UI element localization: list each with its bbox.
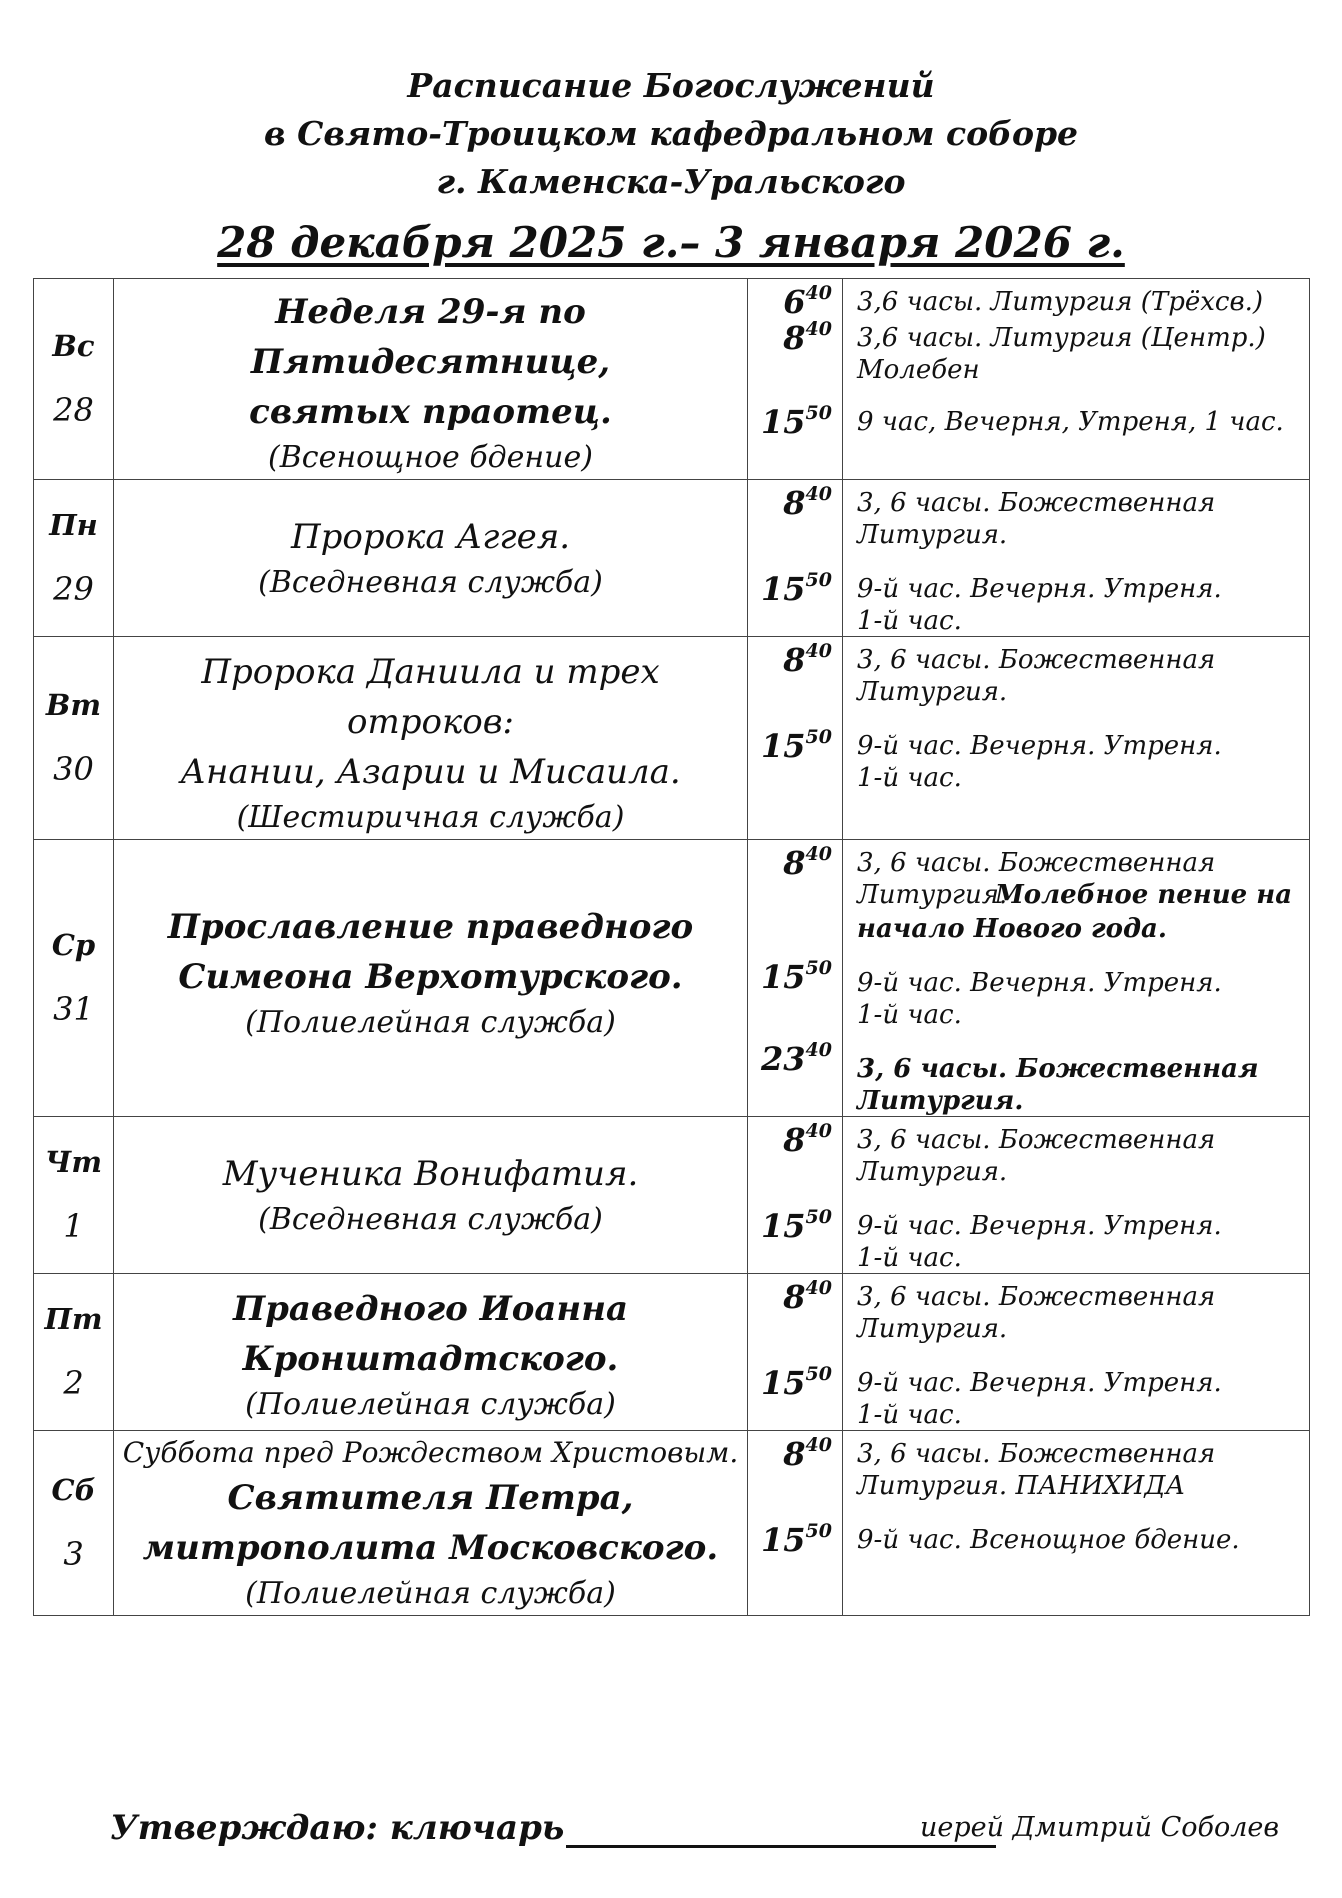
day-row (34, 1274, 1310, 1431)
day-number: 29 (53, 570, 94, 608)
time-minute: 40 (805, 640, 832, 663)
day-label (34, 1473, 113, 1573)
day-number: 31 (53, 990, 94, 1028)
time-hour: 23 (761, 1040, 806, 1078)
day-cell (34, 840, 114, 1117)
feast-cell (114, 840, 748, 1117)
service-time (783, 283, 832, 321)
feast-cell (114, 637, 748, 840)
service-line: 9-й час. Всенощное бдение. (857, 1525, 1240, 1555)
service-rank: (Полиелейная служба) (245, 1387, 616, 1422)
day-label (34, 508, 113, 608)
approval-label: Утверждаю: ключарь (110, 1808, 565, 1848)
service-line: 9-й час. Вечерня. Утреня. (857, 731, 1222, 761)
feast-title-line: Пророка Даниила и трех отроков: (201, 652, 660, 742)
time-minute: 50 (805, 1363, 832, 1386)
feast-title-line: Кронштадтского. (242, 1339, 619, 1379)
feast-cell (114, 1431, 748, 1616)
day-of-week: Пн (49, 508, 98, 542)
time-cell (748, 480, 843, 637)
service-rank: (Всенощное бдение) (268, 440, 593, 475)
day-cell (34, 637, 114, 840)
service-line: Литургия. (857, 1157, 1008, 1187)
time-hour: 15 (761, 1364, 806, 1402)
time-minute: 50 (805, 402, 832, 425)
day-of-week: Чт (44, 1145, 103, 1179)
day-label (34, 688, 113, 788)
time-minute: 40 (805, 1120, 832, 1143)
service-time (761, 958, 832, 996)
day-cell (34, 279, 114, 480)
feast-title-line: Святителя Петра, (227, 1478, 634, 1518)
time-minute: 50 (805, 1206, 832, 1229)
services-cell (843, 279, 1310, 480)
service-line: Молебное пение на (995, 880, 1293, 910)
day-number: 30 (53, 750, 94, 788)
services-cell (843, 1431, 1310, 1616)
day-number: 1 (63, 1207, 84, 1245)
feast-cell (114, 279, 748, 480)
time-minute: 40 (805, 1277, 832, 1300)
service-time (783, 484, 832, 522)
service-time (761, 1521, 832, 1559)
service-line: 3, 6 часы. Божественная (857, 645, 1216, 675)
day-of-week: Сб (51, 1473, 96, 1507)
services-cell (843, 840, 1310, 1117)
service-time (783, 319, 832, 357)
feast-cell (114, 480, 748, 637)
time-hour: 15 (761, 1521, 806, 1559)
service-line: 3, 6 часы. Божественная (857, 1125, 1216, 1155)
time-minute: 50 (805, 1520, 832, 1543)
services-cell (843, 480, 1310, 637)
feast-title-line: Праведного Иоанна (232, 1289, 629, 1329)
day-cell (34, 1274, 114, 1431)
time-hour: 8 (783, 1278, 806, 1316)
service-rank: (Шестиричная служба) (236, 800, 625, 835)
day-row (34, 840, 1310, 1117)
service-time (761, 727, 832, 765)
service-time (783, 1121, 832, 1159)
service-time (783, 1278, 832, 1316)
feast-title-line: митрополита Московского. (142, 1528, 719, 1568)
time-cell (748, 637, 843, 840)
service-time (783, 641, 832, 679)
feast-title-line: Пророка Аггея. (290, 517, 571, 557)
service-line: Литургия. (857, 520, 1008, 550)
time-cell (748, 1274, 843, 1431)
day-cell (34, 480, 114, 637)
time-minute: 50 (805, 569, 832, 592)
approver-name: иерей Дмитрий Соболев (920, 1812, 1280, 1843)
service-line: 9-й час. Вечерня. Утреня. (857, 1368, 1222, 1398)
service-line: Литургия. ПАНИХИДА (857, 1471, 1186, 1501)
day-row (34, 279, 1310, 480)
service-line: 9-й час. Вечерня. Утреня. (857, 1211, 1222, 1241)
service-time (761, 1207, 832, 1245)
service-line: 3, 6 часы. Божественная (857, 1439, 1216, 1469)
time-hour: 6 (783, 283, 806, 321)
day-number: 2 (63, 1364, 84, 1402)
day-label (34, 1145, 113, 1245)
day-label (34, 1302, 113, 1402)
time-minute: 40 (805, 318, 832, 341)
feast-title-line: святых праотец. (249, 392, 612, 432)
schedule-title (0, 62, 1342, 206)
time-minute: 50 (805, 726, 832, 749)
service-line: 1-й час. (857, 763, 962, 793)
day-row (34, 1117, 1310, 1274)
feast-cell (114, 1117, 748, 1274)
service-time (761, 1040, 832, 1078)
time-cell (748, 840, 843, 1117)
service-rank: (Вседневная служба) (258, 565, 603, 600)
day-label (34, 928, 113, 1028)
time-cell (748, 279, 843, 480)
day-number: 3 (63, 1535, 84, 1573)
feast-title-line: Анании, Азарии и Мисаила. (180, 752, 681, 792)
date-range: 28 декабря 2025 г.– 3 января 2026 г. (217, 218, 1125, 267)
service-line: 9-й час. Вечерня. Утреня. (857, 574, 1222, 604)
time-minute: 50 (805, 957, 832, 980)
day-cell (34, 1431, 114, 1616)
day-of-week: Пт (44, 1302, 103, 1336)
title-line-1: Расписание Богослужений (407, 66, 935, 105)
service-line: 3, 6 часы. Божественная (857, 1054, 1259, 1084)
day-of-week: Ср (51, 928, 96, 962)
day-label (34, 329, 113, 429)
service-line: 9-й час. Вечерня. Утреня. (857, 968, 1222, 998)
service-line: 3,6 часы. Литургия (Центр.) (857, 323, 1266, 353)
time-hour: 15 (761, 958, 806, 996)
time-hour: 8 (783, 1121, 806, 1159)
feast-title-line: Мученика Вонифатия. (222, 1154, 639, 1194)
service-line: Молебен (857, 355, 980, 385)
time-hour: 8 (783, 641, 806, 679)
feast-title-line: Прославление праведного (167, 907, 694, 947)
time-cell (748, 1117, 843, 1274)
services-cell (843, 637, 1310, 840)
time-hour: 15 (761, 727, 806, 765)
day-row (34, 480, 1310, 637)
service-time (761, 570, 832, 608)
time-hour: 8 (783, 1435, 806, 1473)
service-line: 3, 6 часы. Божественная (857, 488, 1216, 518)
time-hour: 15 (761, 570, 806, 608)
service-line: 1-й час. (857, 606, 962, 636)
service-line: 3, 6 часы. Божественная (857, 1282, 1216, 1312)
time-minute: 40 (805, 282, 832, 305)
time-minute: 40 (805, 483, 832, 506)
day-row (34, 1431, 1310, 1616)
service-time (761, 1364, 832, 1402)
time-minute: 40 (805, 1039, 832, 1062)
service-line: 1-й час. (857, 1400, 962, 1430)
service-rank: (Полиелейная служба) (245, 1005, 616, 1040)
time-hour: 8 (783, 844, 806, 882)
service-time (761, 403, 832, 441)
feast-title-line: Симеона Верхотурского. (178, 957, 683, 997)
services-cell (843, 1274, 1310, 1431)
service-line: Литургия. (857, 677, 1008, 707)
approval-line (110, 1808, 996, 1848)
services-cell (843, 1117, 1310, 1274)
time-hour: 8 (783, 319, 806, 357)
time-cell (748, 1431, 843, 1616)
service-line: 3, 6 часы. Божественная (857, 848, 1216, 878)
service-time (783, 1435, 832, 1473)
service-rank: (Полиелейная служба) (245, 1576, 616, 1611)
time-hour: 8 (783, 484, 806, 522)
day-of-week: Вт (45, 688, 102, 722)
feast-title-line: Неделя 29-я по Пятидесятнице, (250, 292, 611, 382)
service-line: начало Нового года. (857, 914, 1167, 944)
day-number: 28 (53, 391, 94, 429)
time-hour: 15 (761, 1207, 806, 1245)
day-cell (34, 1117, 114, 1274)
day-of-week: Вс (52, 329, 95, 363)
feast-cell (114, 1274, 748, 1431)
title-line-3: г. Каменска-Уральского (436, 162, 906, 201)
time-minute: 40 (805, 1434, 832, 1457)
time-minute: 40 (805, 843, 832, 866)
service-line: Литургия. (857, 1086, 1024, 1116)
service-rank: (Вседневная служба) (258, 1202, 603, 1237)
service-line: 1-й час. (857, 1243, 962, 1273)
service-time (783, 844, 832, 882)
title-line-2: в Свято-Троицком кафедральном соборе (263, 114, 1079, 153)
day-row (34, 637, 1310, 840)
service-line: 9 час, Вечерня, Утреня, 1 час. (857, 407, 1284, 437)
feast-title-line: Суббота пред Рождеством Христовым. (122, 1436, 739, 1469)
time-hour: 15 (761, 403, 806, 441)
schedule-table (33, 278, 1310, 1616)
service-line: 1-й час. (857, 1000, 962, 1030)
service-line: 3,6 часы. Литургия (Трёхсв.) (857, 287, 1264, 317)
service-line: Литургия. (857, 880, 1008, 910)
service-line: Литургия. (857, 1314, 1008, 1344)
